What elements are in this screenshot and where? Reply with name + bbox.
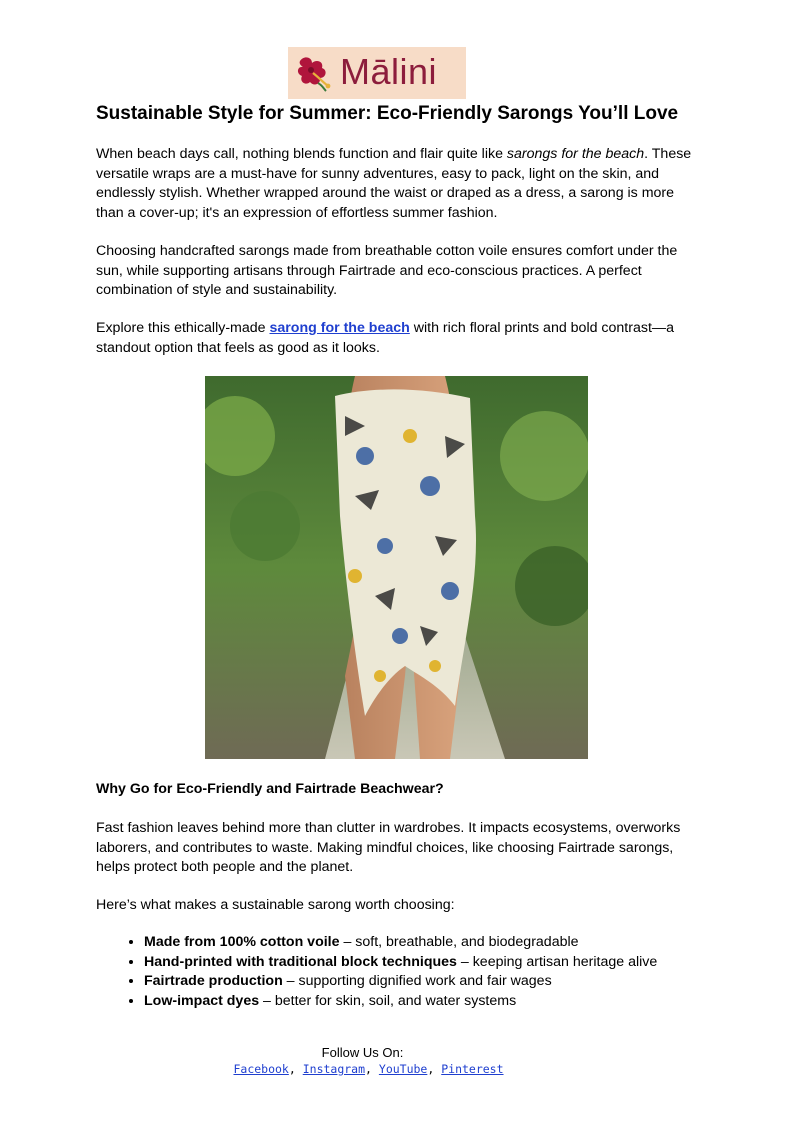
instagram-link[interactable]: Instagram xyxy=(302,1062,366,1076)
brand-name: Mālini xyxy=(340,51,438,92)
list-item: • Hand-printed with traditional block techniques – keeping artisan heritage alive xyxy=(144,953,744,973)
explore-paragraph: Explore this ethically-made sarong for the beach with rich floral prints and bold contrast—a standout option that feels as good as it looks. xyxy=(96,320,674,356)
brand-logo[interactable] xyxy=(288,47,466,99)
list-item: • Low-impact dyes – better for skin, soil, and water systems xyxy=(144,992,744,1012)
list-intro-paragraph: Here’s what makes a sustainable sarong worth choosing: xyxy=(96,897,455,913)
sarong-photo xyxy=(205,376,588,759)
comfort-paragraph: Choosing handcrafted sarongs made from breathable cotton voile ensures comfort under the sun, while supporting artisans through Fairtrade and eco-conscious practices. A perfect combination of style and sustainability. xyxy=(96,243,678,299)
intro-paragraph: When beach days call, nothing blends function and flair quite like sarongs for the beach. These versatile wraps are a must-have for sunny adventures, easy to pack, light on the skin, and endlessly stylish. Whether wrapped around the waist or draped as a dress, a sarong is more than a cover-up; it's an expression of effortless summer fashion. xyxy=(96,146,692,221)
follow-us-label: Follow Us On: xyxy=(321,1045,404,1060)
facebook-link[interactable]: Facebook xyxy=(233,1062,289,1076)
youtube-link[interactable]: YouTube xyxy=(378,1062,428,1076)
section-heading: Why Go for Eco-Friendly and Fairtrade Beachwear? xyxy=(96,781,444,797)
sarong-product-link[interactable]: sarong for the beach xyxy=(269,320,410,336)
intro-emphasis: sarongs for the beach xyxy=(506,146,645,162)
list-item: • Made from 100% cotton voile – soft, breathable, and biodegradable xyxy=(144,933,744,953)
hibiscus-flower-icon xyxy=(294,53,334,93)
list-item: • Fairtrade production – supporting dignified work and fair wages xyxy=(144,972,744,992)
benefits-list xyxy=(96,933,744,1011)
pinterest-link[interactable]: Pinterest xyxy=(441,1062,504,1076)
social-links: Facebook, Instagram, YouTube, Pinterest xyxy=(233,1062,504,1076)
article-title: Sustainable Style for Summer: Eco-Friendly Sarongs You’ll Love xyxy=(96,103,679,124)
fast-fashion-paragraph: Fast fashion leaves behind more than clutter in wardrobes. It impacts ecosystems, overworks laborers, and contributes to waste. Making mindful choices, like choosing Fairtrade sarongs, helps protect both people and the planet. xyxy=(96,820,681,876)
